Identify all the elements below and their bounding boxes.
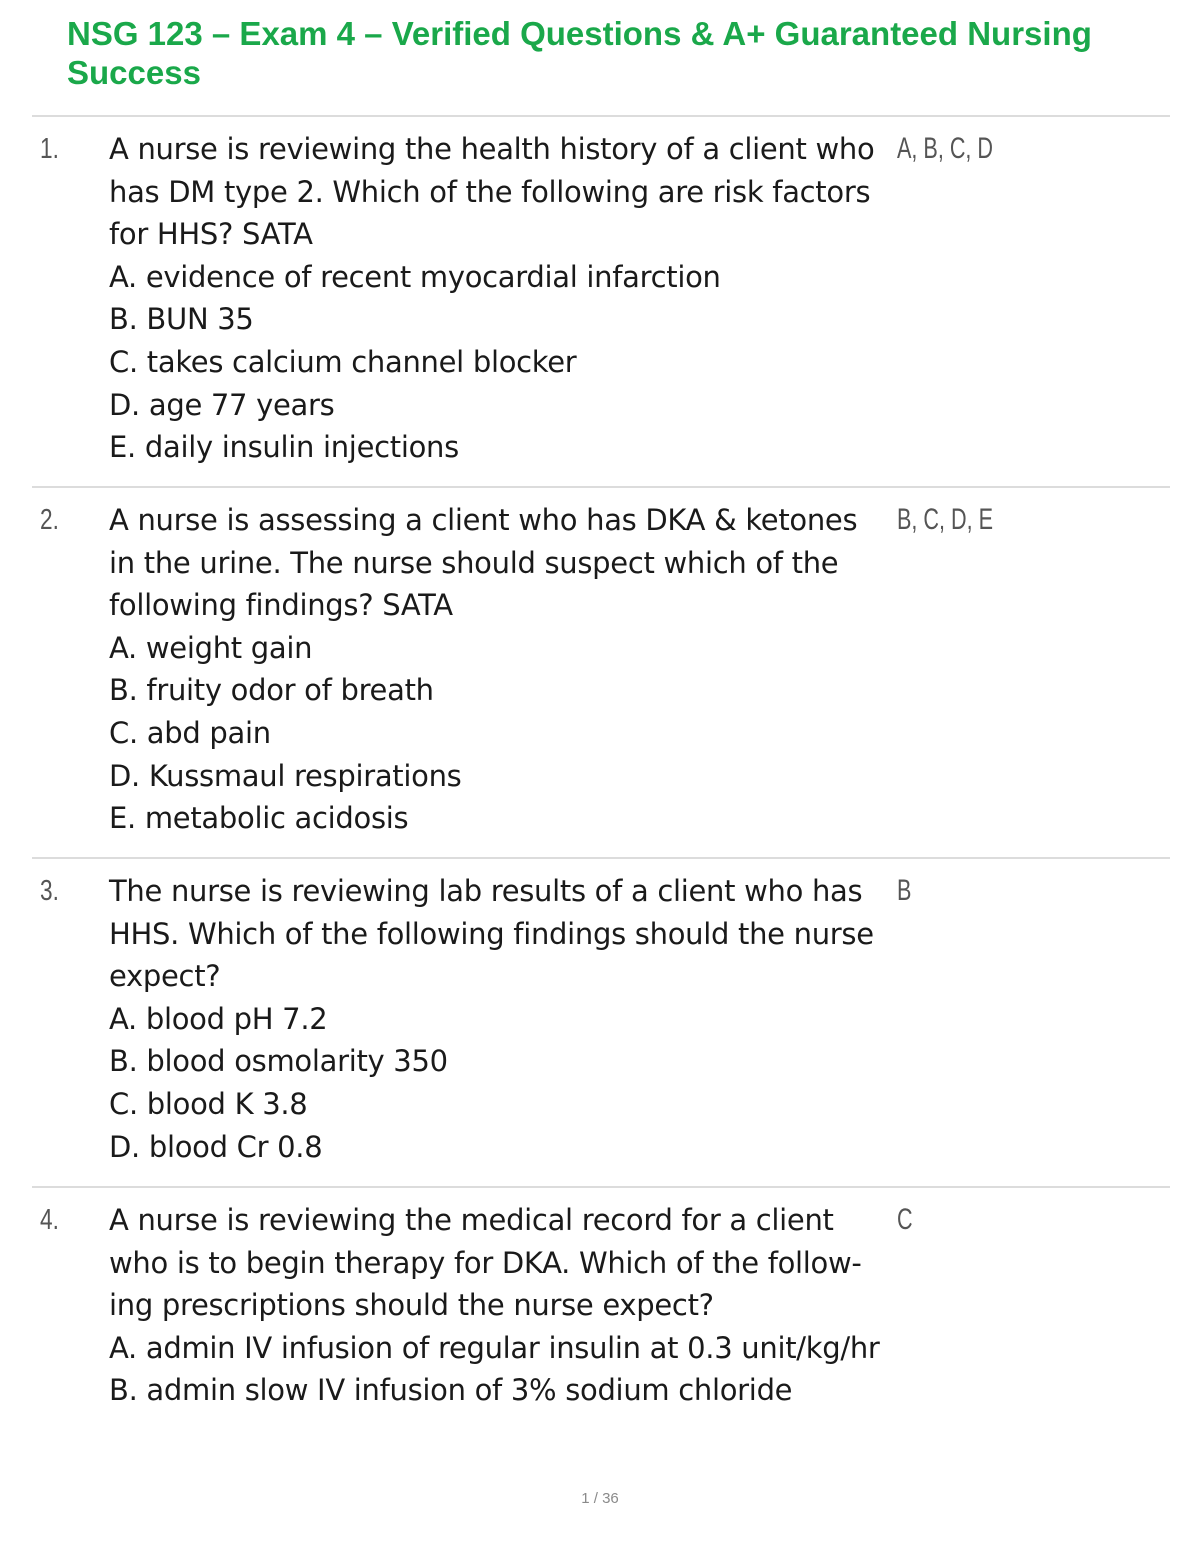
answer-option: A. blood pH 7.2: [109, 1001, 328, 1036]
answer-option: D. blood Cr 0.8: [109, 1129, 323, 1164]
divider: [32, 857, 1170, 859]
question-number: 1.: [40, 133, 59, 165]
answer-option: B. admin slow IV infusion of 3% sodium chloride: [109, 1373, 793, 1408]
answer-key: B: [897, 874, 912, 907]
question-number: 2.: [40, 504, 59, 536]
question-4: [109, 1199, 894, 1412]
question-3: [109, 870, 899, 1168]
answer-option: A. admin IV infusion of regular insulin at 0.3 unit/kg/hr: [109, 1330, 880, 1365]
answer-option: D. Kussmaul respirations: [109, 758, 462, 793]
question-2: [109, 499, 879, 840]
question-stem: A nurse is reviewing the health history of a client who has DM type 2. Which of the following are risk factors for HHS? SATA: [109, 132, 875, 252]
question-number: 4.: [40, 1204, 59, 1236]
divider: [32, 115, 1170, 117]
document-title: NSG 123 – Exam 4 – Verified Questions & A+ Guaranteed Nursing Success: [67, 15, 1092, 91]
page-indicator: 1 / 36: [581, 1490, 619, 1507]
answer-option: E. daily insulin injections: [109, 430, 459, 465]
divider: [32, 1186, 1170, 1188]
answer-option: A. weight gain: [109, 630, 313, 665]
answer-option: C. takes calcium channel blocker: [109, 344, 577, 379]
answer-option: C. blood K 3.8: [109, 1086, 308, 1121]
answer-option: B. fruity odor of breath: [109, 673, 434, 708]
question-1: [109, 128, 899, 469]
answer-key: A, B, C, D: [897, 132, 994, 165]
answer-option: B. blood osmolarity 350: [109, 1044, 448, 1079]
answer-option: E. metabolic acidosis: [109, 801, 409, 836]
question-number: 3.: [40, 875, 59, 907]
answer-key: C: [897, 1203, 913, 1236]
answer-option: D. age 77 years: [109, 387, 335, 422]
question-stem: A nurse is reviewing the medical record for a client who is to begin therapy for DKA. Which of the follow-ing prescriptions should the nurse expect?: [109, 1203, 862, 1323]
answer-key: B, C, D, E: [897, 503, 994, 536]
question-stem: A nurse is assessing a client who has DKA & ketones in the urine. The nurse should suspect which of the following findings? SATA: [109, 503, 858, 623]
answer-option: B. BUN 35: [109, 302, 254, 337]
answer-option: A. evidence of recent myocardial infarction: [109, 259, 721, 294]
answer-option: C. abd pain: [109, 715, 271, 750]
question-stem: The nurse is reviewing lab results of a client who has HHS. Which of the following findings should the nurse expect?: [109, 874, 874, 994]
divider: [32, 486, 1170, 488]
